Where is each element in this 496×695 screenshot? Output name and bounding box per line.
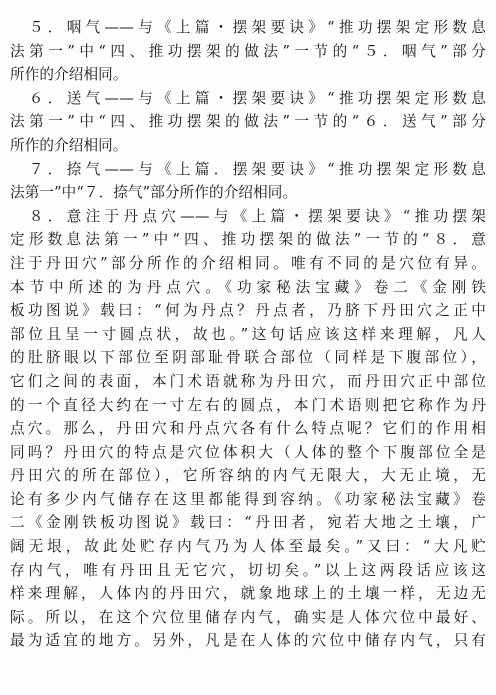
text-line: 际。所以，在这个穴位里储存内气，确实是人体穴位中最好、	[10, 608, 486, 626]
text-line: 法第一”中“四、推功摆架的做法”一节的“５．咽气”部分	[10, 42, 486, 60]
text-line: 本节中所述的为丹点穴。《功家秘法宝藏》卷二《金刚铁	[10, 278, 486, 296]
text-line: 论有多少内气储存在这里都能得到容纳。《功家秘法宝藏》卷	[10, 490, 486, 508]
text-line: 阔无垠，故此处贮存内气乃为人体至最矣。”又曰：“大凡贮	[10, 538, 486, 556]
text-line: ５．咽气——与《上篇・摆架要诀》“推功摆架定形数息	[10, 19, 486, 36]
text-line: 所作的介绍相同。	[10, 66, 128, 84]
text-line: 同吗？丹田穴的特点是穴位体积大（人体的整个下腹部位全是	[10, 443, 486, 461]
text-line: 法第一”中“７．捺气”部分所作的介绍相同。	[10, 184, 298, 202]
text-line: 它们之间的表面，本门术语就称为丹田穴，而丹田穴正中部位	[10, 372, 486, 390]
text-line: ８．意注于丹点穴——与《上篇・摆架要诀》“推功摆架	[10, 207, 486, 225]
text-line: 所作的介绍相同。	[10, 136, 128, 154]
text-line: 最为适宜的地方。另外，凡是在人体的穴位中储存内气，只有	[10, 632, 486, 650]
text-line: 丹田穴的所在部位），它所容纳的内气无限大，大无止境，无	[10, 467, 486, 485]
text-line: 的一个直径大约在一寸左右的圆点，本门术语则把它称作为丹	[10, 396, 486, 414]
text-line: 部位且呈一寸圆点状，故也。”这句话应该这样来理解，凡人	[10, 325, 486, 343]
text-line: 样来理解，人体内的丹田穴，就象地球上的土壤一样，无边无	[10, 585, 486, 603]
text-line: 的肚脐眼以下部位至阴部耻骨联合部位（同样是下腹部位），	[10, 349, 486, 367]
text-line: ６．送气——与《上篇・摆架要诀》“推功摆架定形数息	[10, 89, 486, 107]
text-line: 法第一”中“四、推功摆架的做法”一节的“６．送气”部分	[10, 113, 486, 131]
text-line: 存内气，唯有丹田且无它穴，切切矣。”以上这两段话应该这	[10, 561, 486, 579]
text-line: 板功图说》载曰：“何为丹点？丹点者，乃脐下丹田穴之正中	[10, 302, 486, 320]
text-line: 定形数息法第一”中“四、推功摆架的做法”一节的“８．意	[10, 231, 486, 249]
text-line: 二《金刚铁板功图说》载曰：“丹田者，宛若大地之土壤，广	[10, 514, 486, 532]
text-line: 注于丹田穴”部分所作的介绍相同。唯有不同的是穴位有异。	[10, 254, 486, 272]
page-body-text	[10, 16, 486, 653]
text-line: ７．捺气——与《上篇．摆架要诀》“推功摆架定形数息	[10, 160, 486, 178]
text-line: 点穴。那么，丹田穴和丹点穴各有什么特点呢？它们的作用相	[10, 420, 486, 438]
